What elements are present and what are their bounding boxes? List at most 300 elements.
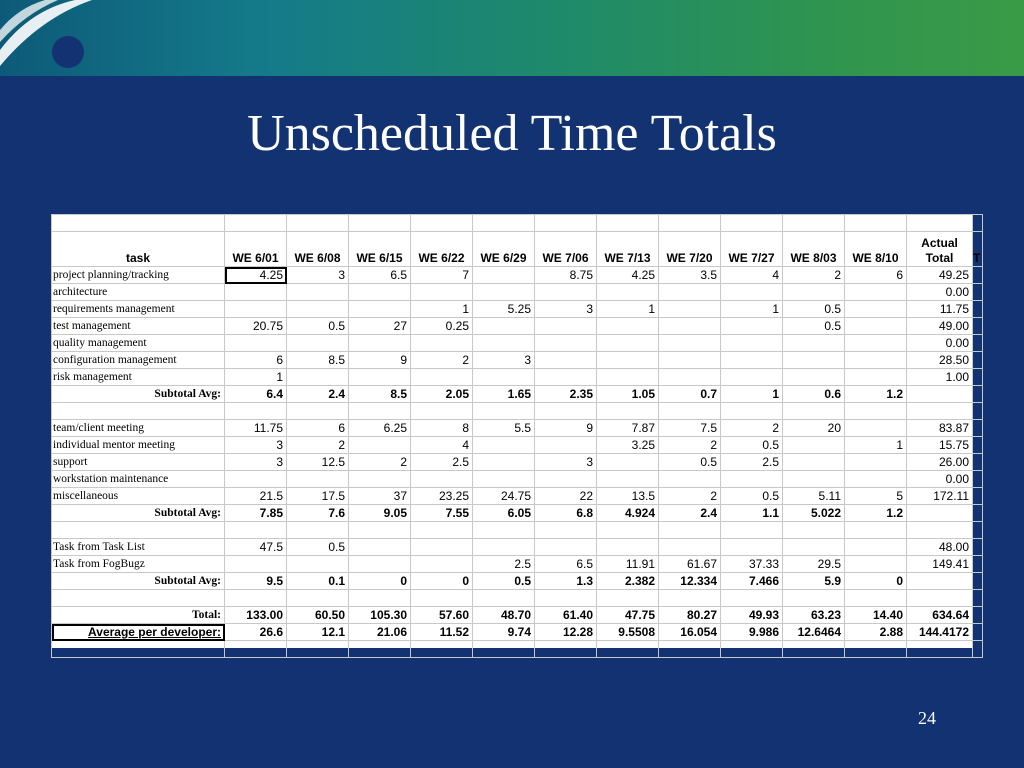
table-cell bbox=[535, 471, 597, 488]
header-actual-total bbox=[907, 232, 973, 267]
table-cell: 61.67 bbox=[659, 556, 721, 573]
table-cell: 2.05 bbox=[411, 386, 473, 403]
table-cell: 0 bbox=[845, 573, 907, 590]
row-label: quality management bbox=[52, 335, 225, 352]
table-cell: 61.40 bbox=[535, 607, 597, 624]
table-cell: 11.91 bbox=[597, 556, 659, 573]
table-cell bbox=[845, 301, 907, 318]
table-cell: 1 bbox=[721, 301, 783, 318]
table-cell bbox=[287, 284, 349, 301]
row-label: Total: bbox=[52, 607, 225, 624]
table-cell: 20.75 bbox=[225, 318, 287, 335]
row-label: requirements management bbox=[52, 301, 225, 318]
table-row bbox=[52, 369, 983, 386]
row-label: configuration management bbox=[52, 352, 225, 369]
table-cell: 0.6 bbox=[783, 386, 845, 403]
table-cell: 0.5 bbox=[721, 488, 783, 505]
table-cell: 26.00 bbox=[907, 454, 973, 471]
table-cell bbox=[225, 335, 287, 352]
table-cell bbox=[411, 335, 473, 352]
table-cell: 8.5 bbox=[349, 386, 411, 403]
table-cell bbox=[411, 556, 473, 573]
table-cell: 4.25 bbox=[597, 267, 659, 284]
table-blank-row bbox=[52, 215, 983, 232]
table-row bbox=[52, 267, 983, 284]
table-cell: 48.70 bbox=[473, 607, 535, 624]
table-cell: 0.7 bbox=[659, 386, 721, 403]
table-cell: 2 bbox=[287, 437, 349, 454]
table-cell bbox=[845, 556, 907, 573]
table-cell bbox=[597, 539, 659, 556]
table-cell: 0 bbox=[411, 573, 473, 590]
table-subtotal-row bbox=[52, 505, 983, 522]
table-cell: 2 bbox=[721, 420, 783, 437]
table-cell: 2 bbox=[349, 454, 411, 471]
table-cell: 14.40 bbox=[845, 607, 907, 624]
table-cell bbox=[907, 386, 973, 403]
table-cell: 11.52 bbox=[411, 624, 473, 641]
table-cell-partial bbox=[973, 505, 983, 522]
row-label: Subtotal Avg: bbox=[52, 505, 225, 522]
row-label: workstation maintenance bbox=[52, 471, 225, 488]
table-cell: 7.85 bbox=[225, 505, 287, 522]
table-cell bbox=[287, 590, 349, 607]
table-cell: 3 bbox=[535, 301, 597, 318]
table-row bbox=[52, 352, 983, 369]
table-cell bbox=[721, 335, 783, 352]
table-cell bbox=[907, 522, 973, 539]
table-cell bbox=[783, 641, 845, 658]
table-cell bbox=[349, 539, 411, 556]
table-cell-partial bbox=[973, 590, 983, 607]
table-cell bbox=[845, 420, 907, 437]
table-cell bbox=[225, 471, 287, 488]
table-cell: 47.75 bbox=[597, 607, 659, 624]
table-row bbox=[52, 471, 983, 488]
table-cell bbox=[659, 471, 721, 488]
header-week: WE 6/01 bbox=[225, 232, 287, 267]
table-row bbox=[52, 284, 983, 301]
table-cell bbox=[225, 522, 287, 539]
row-label: miscellaneous bbox=[52, 488, 225, 505]
table-cell bbox=[721, 641, 783, 658]
table-cell bbox=[411, 369, 473, 386]
table-cell bbox=[349, 641, 411, 658]
table-cell bbox=[597, 352, 659, 369]
table-cell bbox=[721, 471, 783, 488]
table-cell-partial bbox=[973, 556, 983, 573]
table-cell bbox=[659, 403, 721, 420]
table-cell: 2 bbox=[783, 267, 845, 284]
table-cell-partial bbox=[973, 403, 983, 420]
table-cell: 12.6464 bbox=[783, 624, 845, 641]
table-cell-partial bbox=[973, 539, 983, 556]
table-cell: 0 bbox=[349, 573, 411, 590]
row-label: Task from Task List bbox=[52, 539, 225, 556]
table-cell: 1 bbox=[845, 437, 907, 454]
table-cell bbox=[845, 454, 907, 471]
table-cell bbox=[349, 369, 411, 386]
table-cell bbox=[411, 641, 473, 658]
table-cell: 12.334 bbox=[659, 573, 721, 590]
table-cell bbox=[783, 590, 845, 607]
row-label: Task from FogBugz bbox=[52, 556, 225, 573]
table-cell: 2.4 bbox=[287, 386, 349, 403]
table-cell bbox=[473, 522, 535, 539]
table-cell bbox=[597, 369, 659, 386]
table-cell: 0.5 bbox=[287, 539, 349, 556]
table-cell bbox=[411, 522, 473, 539]
table-cell: 21.06 bbox=[349, 624, 411, 641]
table-cell: 0.00 bbox=[907, 335, 973, 352]
table-blank-row bbox=[52, 641, 983, 658]
table-cell bbox=[721, 318, 783, 335]
page-number: 24 bbox=[918, 708, 936, 728]
table-cell bbox=[659, 301, 721, 318]
table-cell bbox=[659, 318, 721, 335]
table-cell: 6 bbox=[845, 267, 907, 284]
table-cell: 2.88 bbox=[845, 624, 907, 641]
table-cell: 1.65 bbox=[473, 386, 535, 403]
table-cell-partial bbox=[973, 301, 983, 318]
row-label: risk management bbox=[52, 369, 225, 386]
header-week: WE 6/15 bbox=[349, 232, 411, 267]
table-cell: 9 bbox=[349, 352, 411, 369]
table-cell bbox=[597, 590, 659, 607]
table-cell: 6.5 bbox=[535, 556, 597, 573]
table-cell: 83.87 bbox=[907, 420, 973, 437]
table-cell: 9.5508 bbox=[597, 624, 659, 641]
table-cell: 8.5 bbox=[287, 352, 349, 369]
table-cell bbox=[473, 454, 535, 471]
table-cell bbox=[535, 352, 597, 369]
table-cell: 2.5 bbox=[473, 556, 535, 573]
table-row bbox=[52, 301, 983, 318]
table-cell bbox=[349, 522, 411, 539]
top-banner bbox=[0, 0, 1024, 76]
row-label bbox=[52, 590, 225, 607]
table-cell bbox=[411, 590, 473, 607]
table-cell-partial bbox=[973, 454, 983, 471]
table-cell bbox=[783, 471, 845, 488]
header-week: WE 8/03 bbox=[783, 232, 845, 267]
table-cell: 5.25 bbox=[473, 301, 535, 318]
table-cell: 5 bbox=[845, 488, 907, 505]
header-week: WE 6/29 bbox=[473, 232, 535, 267]
table-cell bbox=[411, 471, 473, 488]
table-cell bbox=[287, 471, 349, 488]
table-cell: 12.28 bbox=[535, 624, 597, 641]
table-cell: 12.1 bbox=[287, 624, 349, 641]
table-cell bbox=[597, 403, 659, 420]
table-avg-row bbox=[52, 624, 983, 641]
table-cell bbox=[845, 590, 907, 607]
table-cell bbox=[783, 369, 845, 386]
table-cell: 0.5 bbox=[473, 573, 535, 590]
table-cell bbox=[349, 437, 411, 454]
table-cell: 17.5 bbox=[287, 488, 349, 505]
table-cell-partial bbox=[973, 607, 983, 624]
table-cell: 1 bbox=[597, 301, 659, 318]
table-cell: 28.50 bbox=[907, 352, 973, 369]
table-cell bbox=[845, 369, 907, 386]
table-cell-partial bbox=[973, 624, 983, 641]
table-cell bbox=[225, 301, 287, 318]
table-cell bbox=[845, 318, 907, 335]
table-cell: 1.05 bbox=[597, 386, 659, 403]
table-cell: 6 bbox=[287, 420, 349, 437]
table-cell: 0.5 bbox=[287, 318, 349, 335]
table-cell: 49.93 bbox=[721, 607, 783, 624]
table-cell: 48.00 bbox=[907, 539, 973, 556]
table-row bbox=[52, 539, 983, 556]
table-cell: 11.75 bbox=[225, 420, 287, 437]
table-cell bbox=[349, 284, 411, 301]
table-cell: 0.5 bbox=[659, 454, 721, 471]
row-label: architecture bbox=[52, 284, 225, 301]
table-cell bbox=[473, 369, 535, 386]
table-cell-partial bbox=[973, 437, 983, 454]
header-task: task bbox=[52, 232, 225, 267]
table-cell bbox=[225, 284, 287, 301]
table-cell: 0.5 bbox=[783, 301, 845, 318]
table-cell: 1.1 bbox=[721, 505, 783, 522]
table-cell bbox=[721, 369, 783, 386]
table-cell bbox=[535, 641, 597, 658]
table-cell bbox=[783, 335, 845, 352]
table-cell: 6.5 bbox=[349, 267, 411, 284]
table-cell: 7 bbox=[411, 267, 473, 284]
table-cell: 2 bbox=[659, 488, 721, 505]
table-cell bbox=[907, 403, 973, 420]
table-cell-partial bbox=[973, 488, 983, 505]
table-cell: 15.75 bbox=[907, 437, 973, 454]
table-cell: 2.382 bbox=[597, 573, 659, 590]
table-cell bbox=[783, 352, 845, 369]
table-cell bbox=[473, 590, 535, 607]
table-cell: 49.00 bbox=[907, 318, 973, 335]
table-cell bbox=[783, 454, 845, 471]
table-blank-row bbox=[52, 522, 983, 539]
table-cell bbox=[907, 590, 973, 607]
table-cell: 0.00 bbox=[907, 284, 973, 301]
table-cell bbox=[287, 641, 349, 658]
table-subtotal-row bbox=[52, 386, 983, 403]
header-week: WE 7/13 bbox=[597, 232, 659, 267]
table-cell bbox=[473, 335, 535, 352]
table-cell: 37.33 bbox=[721, 556, 783, 573]
header-week: WE 6/08 bbox=[287, 232, 349, 267]
table-cell bbox=[783, 539, 845, 556]
table-cell bbox=[349, 590, 411, 607]
table-cell bbox=[473, 284, 535, 301]
table-cell: 6.8 bbox=[535, 505, 597, 522]
header-week: WE 7/27 bbox=[721, 232, 783, 267]
row-label: test management bbox=[52, 318, 225, 335]
table-cell: 3 bbox=[225, 454, 287, 471]
table-cell: 6.4 bbox=[225, 386, 287, 403]
table-cell: 5.5 bbox=[473, 420, 535, 437]
table-cell bbox=[225, 556, 287, 573]
table-cell bbox=[597, 471, 659, 488]
table-cell bbox=[287, 369, 349, 386]
table-cell: 2.4 bbox=[659, 505, 721, 522]
table-row bbox=[52, 318, 983, 335]
table-cell bbox=[783, 284, 845, 301]
table-cell: 1 bbox=[225, 369, 287, 386]
table-cell bbox=[659, 590, 721, 607]
table-cell bbox=[783, 522, 845, 539]
table-cell bbox=[659, 522, 721, 539]
table-cell bbox=[225, 403, 287, 420]
table-cell: 3 bbox=[287, 267, 349, 284]
table-cell: 9.74 bbox=[473, 624, 535, 641]
table-cell bbox=[473, 403, 535, 420]
table-cell bbox=[597, 454, 659, 471]
table-cell-partial bbox=[973, 386, 983, 403]
table-cell bbox=[287, 556, 349, 573]
table-cell bbox=[473, 437, 535, 454]
table-cell bbox=[349, 335, 411, 352]
table-cell bbox=[721, 352, 783, 369]
table-cell: 2.35 bbox=[535, 386, 597, 403]
table-cell: 0.1 bbox=[287, 573, 349, 590]
table-cell: 9.5 bbox=[225, 573, 287, 590]
time-totals-table bbox=[51, 214, 983, 658]
table-cell: 3.5 bbox=[659, 267, 721, 284]
table-cell bbox=[411, 284, 473, 301]
table-cell bbox=[597, 284, 659, 301]
row-label bbox=[52, 641, 225, 658]
table-row bbox=[52, 556, 983, 573]
table-cell-partial bbox=[973, 471, 983, 488]
table-cell bbox=[783, 437, 845, 454]
table-cell-partial bbox=[973, 267, 983, 284]
table-cell: 9 bbox=[535, 420, 597, 437]
header-partial-column: T bbox=[973, 232, 983, 267]
table-cell bbox=[535, 284, 597, 301]
table-cell: 16.054 bbox=[659, 624, 721, 641]
table-cell bbox=[659, 539, 721, 556]
table-row bbox=[52, 420, 983, 437]
slide-title: Unscheduled Time Totals bbox=[247, 105, 777, 162]
header-total-label: Total bbox=[925, 251, 954, 265]
table-cell: 7.6 bbox=[287, 505, 349, 522]
row-label: Subtotal Avg: bbox=[52, 573, 225, 590]
table-cell bbox=[721, 522, 783, 539]
table-cell: 6.05 bbox=[473, 505, 535, 522]
table-cell: 6.25 bbox=[349, 420, 411, 437]
table-cell: 1 bbox=[721, 386, 783, 403]
header-week: WE 8/10 bbox=[845, 232, 907, 267]
table-cell: 11.75 bbox=[907, 301, 973, 318]
table-cell: 172.11 bbox=[907, 488, 973, 505]
table-cell: 4.924 bbox=[597, 505, 659, 522]
row-label: Average per developer: bbox=[52, 624, 225, 641]
table-cell-partial bbox=[973, 641, 983, 658]
table-cell: 5.11 bbox=[783, 488, 845, 505]
table-cell bbox=[225, 590, 287, 607]
row-label: individual mentor meeting bbox=[52, 437, 225, 454]
table-row bbox=[52, 488, 983, 505]
table-cell-partial bbox=[973, 352, 983, 369]
table-cell bbox=[845, 522, 907, 539]
table-cell bbox=[535, 335, 597, 352]
table-cell bbox=[349, 471, 411, 488]
table-cell: 80.27 bbox=[659, 607, 721, 624]
table-cell-partial bbox=[973, 420, 983, 437]
table-cell: 57.60 bbox=[411, 607, 473, 624]
table-cell bbox=[411, 539, 473, 556]
table-cell bbox=[473, 539, 535, 556]
table-subtotal-row bbox=[52, 573, 983, 590]
table-cell: 0.25 bbox=[411, 318, 473, 335]
row-label bbox=[52, 403, 225, 420]
table-cell: 27 bbox=[349, 318, 411, 335]
table-cell: 2 bbox=[411, 352, 473, 369]
header-week: WE 7/20 bbox=[659, 232, 721, 267]
table-cell: 29.5 bbox=[783, 556, 845, 573]
table-cell bbox=[473, 318, 535, 335]
table-cell: 3 bbox=[473, 352, 535, 369]
table-cell bbox=[845, 403, 907, 420]
table-cell bbox=[411, 403, 473, 420]
table-cell bbox=[721, 284, 783, 301]
table-cell: 8.75 bbox=[535, 267, 597, 284]
table-cell: 634.64 bbox=[907, 607, 973, 624]
table-cell bbox=[597, 318, 659, 335]
table-cell: 7.5 bbox=[659, 420, 721, 437]
table-cell: 133.00 bbox=[225, 607, 287, 624]
table-cell: 4.25 bbox=[225, 267, 287, 284]
table-cell: 7.87 bbox=[597, 420, 659, 437]
table-cell bbox=[597, 641, 659, 658]
table-cell: 12.5 bbox=[287, 454, 349, 471]
table-cell: 149.41 bbox=[907, 556, 973, 573]
table-cell: 1.00 bbox=[907, 369, 973, 386]
table-cell bbox=[225, 641, 287, 658]
table-cell bbox=[535, 539, 597, 556]
row-label: Subtotal Avg: bbox=[52, 386, 225, 403]
table-cell: 3 bbox=[535, 454, 597, 471]
header-week: WE 6/22 bbox=[411, 232, 473, 267]
table-cell bbox=[845, 284, 907, 301]
table-cell: 9.05 bbox=[349, 505, 411, 522]
table-cell bbox=[907, 573, 973, 590]
table-cell bbox=[535, 590, 597, 607]
table-cell bbox=[287, 522, 349, 539]
table-cell: 2.5 bbox=[721, 454, 783, 471]
table-row bbox=[52, 335, 983, 352]
table-cell-partial bbox=[973, 369, 983, 386]
table-cell bbox=[535, 437, 597, 454]
row-label: team/client meeting bbox=[52, 420, 225, 437]
table-cell: 22 bbox=[535, 488, 597, 505]
table-cell bbox=[659, 335, 721, 352]
table-blank-row bbox=[52, 403, 983, 420]
table-cell: 60.50 bbox=[287, 607, 349, 624]
table-cell: 6 bbox=[225, 352, 287, 369]
table-cell: 1.2 bbox=[845, 386, 907, 403]
table-cell: 26.6 bbox=[225, 624, 287, 641]
table-cell bbox=[473, 471, 535, 488]
table-cell: 1.3 bbox=[535, 573, 597, 590]
table-cell-partial bbox=[973, 284, 983, 301]
table-cell: 37 bbox=[349, 488, 411, 505]
table-cell-partial bbox=[973, 318, 983, 335]
table-cell bbox=[473, 641, 535, 658]
table-cell bbox=[783, 403, 845, 420]
